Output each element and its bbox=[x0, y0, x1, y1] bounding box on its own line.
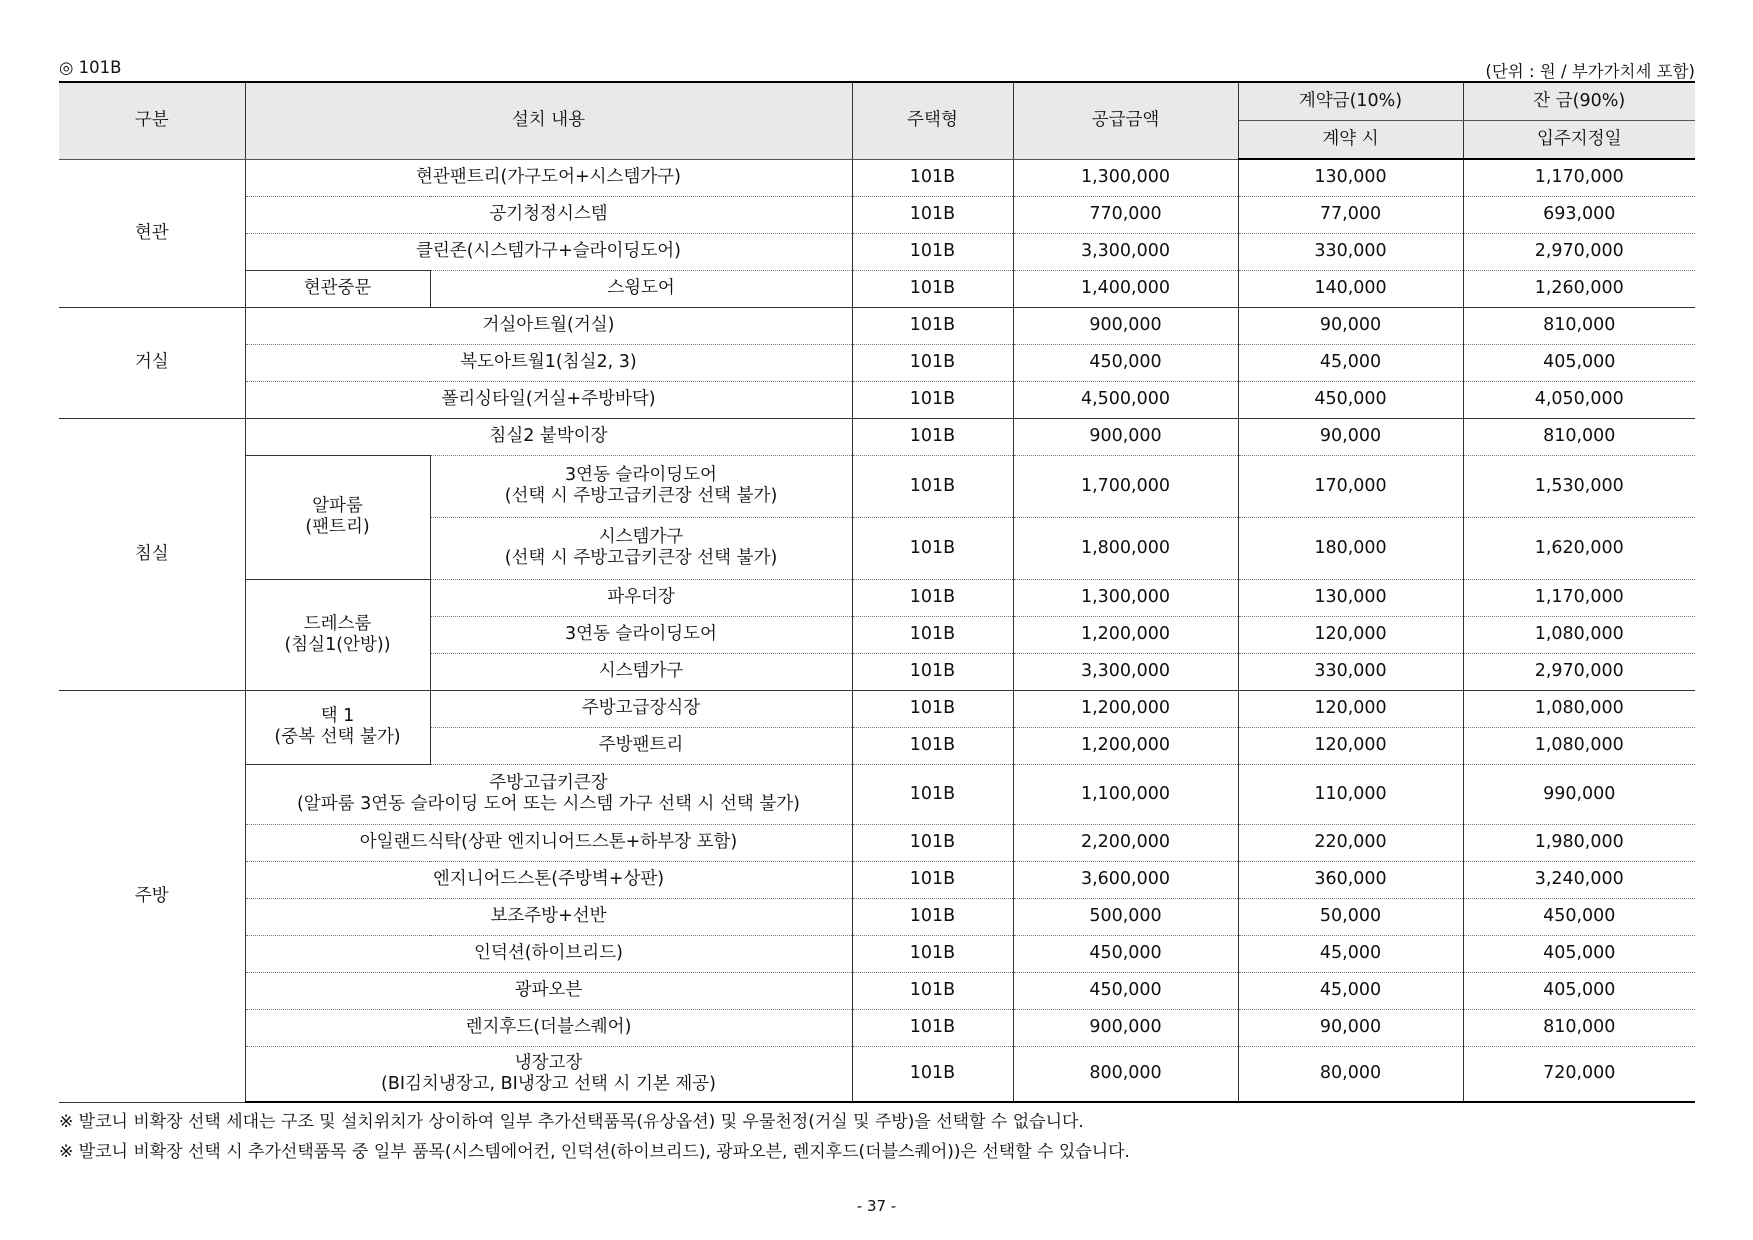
col-type: 주택형 bbox=[852, 82, 1013, 159]
col-balance-sub: 입주지정일 bbox=[1463, 121, 1695, 160]
type-cell: 101B bbox=[852, 935, 1013, 972]
item-line: 주방고급키큰장 bbox=[489, 773, 608, 793]
deposit-cell: 450,000 bbox=[1238, 381, 1463, 418]
page-number: - 37 - bbox=[856, 1197, 897, 1215]
deposit-cell: 45,000 bbox=[1238, 344, 1463, 381]
balance-cell: 3,240,000 bbox=[1463, 861, 1695, 898]
deposit-cell: 330,000 bbox=[1238, 653, 1463, 690]
group-kitchen: 주방 bbox=[59, 690, 245, 1102]
group-entrance: 현관 bbox=[59, 159, 245, 307]
deposit-cell: 90,000 bbox=[1238, 307, 1463, 344]
price-cell: 3,600,000 bbox=[1013, 861, 1238, 898]
deposit-cell: 130,000 bbox=[1238, 159, 1463, 196]
price-cell: 1,200,000 bbox=[1013, 616, 1238, 653]
balance-cell: 1,260,000 bbox=[1463, 270, 1695, 307]
item-line: (알파룸 3연동 슬라이딩 도어 또는 시스템 가구 선택 시 선택 불가) bbox=[296, 794, 801, 814]
price-cell: 500,000 bbox=[1013, 898, 1238, 935]
footnote: ※ 발코니 비확장 선택 세대는 구조 및 설치위치가 상이하여 일부 추가선택품목(유상옵션) 및 우물천정(거실 및 주방)을 선택할 수 없습니다. bbox=[59, 1112, 1084, 1132]
type-cell: 101B bbox=[852, 344, 1013, 381]
balance-cell: 1,530,000 bbox=[1463, 455, 1695, 517]
price-cell: 900,000 bbox=[1013, 307, 1238, 344]
footnote: ※ 발코니 비확장 선택 시 추가선택품목 중 일부 품목(시스템에어컨, 인덕션(하이브리드), 광파오븐, 렌지후드(더블스퀘어))은 선택할 수 있습니다. bbox=[59, 1142, 1130, 1162]
item-cell: 3연동 슬라이딩도어 bbox=[430, 616, 852, 653]
deposit-cell: 330,000 bbox=[1238, 233, 1463, 270]
subgroup-line: (중복 선택 불가) bbox=[274, 727, 401, 747]
type-cell: 101B bbox=[852, 159, 1013, 196]
balance-cell: 1,170,000 bbox=[1463, 579, 1695, 616]
item-cell: 스윙도어 bbox=[430, 270, 852, 307]
type-cell: 101B bbox=[852, 517, 1013, 579]
type-cell: 101B bbox=[852, 764, 1013, 824]
col-balance-group: 잔 금(90%) bbox=[1463, 82, 1695, 121]
balance-cell: 720,000 bbox=[1463, 1046, 1695, 1102]
price-cell: 900,000 bbox=[1013, 418, 1238, 455]
item-cell: 주방고급장식장 bbox=[430, 690, 852, 727]
price-cell: 800,000 bbox=[1013, 1046, 1238, 1102]
type-cell: 101B bbox=[852, 972, 1013, 1009]
item-cell bbox=[245, 1046, 852, 1102]
balance-cell: 4,050,000 bbox=[1463, 381, 1695, 418]
type-cell: 101B bbox=[852, 233, 1013, 270]
item-cell: 시스템가구 bbox=[430, 653, 852, 690]
price-cell: 2,200,000 bbox=[1013, 824, 1238, 861]
col-deposit-sub: 계약 시 bbox=[1238, 121, 1463, 160]
price-cell: 450,000 bbox=[1013, 344, 1238, 381]
deposit-cell: 170,000 bbox=[1238, 455, 1463, 517]
balance-cell: 1,080,000 bbox=[1463, 616, 1695, 653]
balance-cell: 405,000 bbox=[1463, 344, 1695, 381]
subgroup-line: (침실1(안방)) bbox=[284, 634, 391, 655]
price-cell: 1,400,000 bbox=[1013, 270, 1238, 307]
deposit-cell: 120,000 bbox=[1238, 727, 1463, 764]
balance-cell: 1,620,000 bbox=[1463, 517, 1695, 579]
price-cell: 1,300,000 bbox=[1013, 579, 1238, 616]
deposit-cell: 360,000 bbox=[1238, 861, 1463, 898]
balance-cell: 810,000 bbox=[1463, 418, 1695, 455]
balance-cell: 1,080,000 bbox=[1463, 690, 1695, 727]
balance-cell: 693,000 bbox=[1463, 196, 1695, 233]
balance-cell: 405,000 bbox=[1463, 972, 1695, 1009]
deposit-cell: 120,000 bbox=[1238, 690, 1463, 727]
type-cell: 101B bbox=[852, 196, 1013, 233]
item-line: (BI김치냉장고, BI냉장고 선택 시 기본 제공) bbox=[381, 1073, 716, 1094]
item-cell: 클린존(시스템가구+슬라이딩도어) bbox=[245, 233, 852, 270]
deposit-cell: 130,000 bbox=[1238, 579, 1463, 616]
balance-cell: 450,000 bbox=[1463, 898, 1695, 935]
footnotes bbox=[59, 1107, 1719, 1167]
price-cell: 1,200,000 bbox=[1013, 690, 1238, 727]
item-cell: 광파오븐 bbox=[245, 972, 852, 1009]
type-cell: 101B bbox=[852, 418, 1013, 455]
col-price: 공급금액 bbox=[1013, 82, 1238, 159]
balance-cell: 810,000 bbox=[1463, 307, 1695, 344]
item-cell: 침실2 붙박이장 bbox=[245, 418, 852, 455]
type-cell: 101B bbox=[852, 455, 1013, 517]
item-cell: 아일랜드식탁(상판 엔지니어드스톤+하부장 포함) bbox=[245, 824, 852, 861]
item-cell: 주방팬트리 bbox=[430, 727, 852, 764]
item-line: 시스템가구 bbox=[598, 527, 684, 547]
type-cell: 101B bbox=[852, 727, 1013, 764]
unit-type-label: ◎ 101B bbox=[59, 58, 122, 77]
item-cell: 공기청정시스템 bbox=[245, 196, 852, 233]
type-cell: 101B bbox=[852, 1046, 1013, 1102]
balance-cell: 405,000 bbox=[1463, 935, 1695, 972]
subgroup-line: 택 1 bbox=[320, 706, 355, 726]
deposit-cell: 77,000 bbox=[1238, 196, 1463, 233]
subgroup-line: 알파룸 bbox=[312, 496, 363, 516]
balance-cell: 2,970,000 bbox=[1463, 233, 1695, 270]
deposit-cell: 45,000 bbox=[1238, 935, 1463, 972]
type-cell: 101B bbox=[852, 824, 1013, 861]
deposit-cell: 140,000 bbox=[1238, 270, 1463, 307]
item-cell: 인덕션(하이브리드) bbox=[245, 935, 852, 972]
item-cell: 보조주방+선반 bbox=[245, 898, 852, 935]
item-cell: 파우더장 bbox=[430, 579, 852, 616]
col-deposit-group: 계약금(10%) bbox=[1238, 82, 1463, 121]
price-cell: 1,800,000 bbox=[1013, 517, 1238, 579]
price-cell: 1,200,000 bbox=[1013, 727, 1238, 764]
item-cell: 엔지니어드스톤(주방벽+상판) bbox=[245, 861, 852, 898]
group-bedroom: 침실 bbox=[59, 418, 245, 690]
item-cell: 렌지후드(더블스퀘어) bbox=[245, 1009, 852, 1046]
price-cell: 900,000 bbox=[1013, 1009, 1238, 1046]
price-cell: 3,300,000 bbox=[1013, 233, 1238, 270]
item-line: 3연동 슬라이딩도어 bbox=[565, 465, 717, 485]
subgroup-entrance-door: 현관중문 bbox=[245, 270, 430, 307]
balance-cell: 1,080,000 bbox=[1463, 727, 1695, 764]
group-living: 거실 bbox=[59, 307, 245, 418]
unit-note: (단위 : 원 / 부가가치세 포함) bbox=[1485, 62, 1695, 81]
subgroup-alpha-room bbox=[245, 455, 430, 579]
item-cell: 거실아트월(거실) bbox=[245, 307, 852, 344]
deposit-cell: 120,000 bbox=[1238, 616, 1463, 653]
deposit-cell: 50,000 bbox=[1238, 898, 1463, 935]
deposit-cell: 220,000 bbox=[1238, 824, 1463, 861]
deposit-cell: 90,000 bbox=[1238, 418, 1463, 455]
subgroup-option1 bbox=[245, 690, 430, 764]
table-header-line bbox=[59, 54, 1695, 82]
balance-cell: 1,170,000 bbox=[1463, 159, 1695, 196]
item-cell bbox=[430, 517, 852, 579]
type-cell: 101B bbox=[852, 381, 1013, 418]
col-content: 설치 내용 bbox=[245, 82, 852, 159]
type-cell: 101B bbox=[852, 616, 1013, 653]
item-cell bbox=[430, 455, 852, 517]
price-cell: 450,000 bbox=[1013, 935, 1238, 972]
subgroup-line: 드레스룸 bbox=[303, 613, 372, 634]
type-cell: 101B bbox=[852, 898, 1013, 935]
type-cell: 101B bbox=[852, 579, 1013, 616]
price-cell: 770,000 bbox=[1013, 196, 1238, 233]
deposit-cell: 110,000 bbox=[1238, 764, 1463, 824]
type-cell: 101B bbox=[852, 307, 1013, 344]
price-cell: 1,300,000 bbox=[1013, 159, 1238, 196]
balance-cell: 810,000 bbox=[1463, 1009, 1695, 1046]
col-category: 구분 bbox=[59, 82, 245, 159]
price-cell: 1,100,000 bbox=[1013, 764, 1238, 824]
option-price-table bbox=[59, 81, 1695, 1103]
subgroup-line: (팬트리) bbox=[305, 517, 370, 537]
item-line: (선택 시 주방고급키큰장 선택 불가) bbox=[504, 548, 778, 568]
balance-cell: 2,970,000 bbox=[1463, 653, 1695, 690]
balance-cell: 990,000 bbox=[1463, 764, 1695, 824]
item-line: 냉장고장 bbox=[514, 1052, 583, 1073]
item-cell: 현관팬트리(가구도어+시스템가구) bbox=[245, 159, 852, 196]
price-cell: 4,500,000 bbox=[1013, 381, 1238, 418]
item-line: (선택 시 주방고급키큰장 선택 불가) bbox=[504, 486, 778, 506]
deposit-cell: 45,000 bbox=[1238, 972, 1463, 1009]
price-cell: 3,300,000 bbox=[1013, 653, 1238, 690]
type-cell: 101B bbox=[852, 1009, 1013, 1046]
deposit-cell: 80,000 bbox=[1238, 1046, 1463, 1102]
price-cell: 450,000 bbox=[1013, 972, 1238, 1009]
price-cell: 1,700,000 bbox=[1013, 455, 1238, 517]
item-cell: 폴리싱타일(거실+주방바닥) bbox=[245, 381, 852, 418]
subgroup-dress-room bbox=[245, 579, 430, 690]
item-cell: 복도아트월1(침실2, 3) bbox=[245, 344, 852, 381]
type-cell: 101B bbox=[852, 653, 1013, 690]
balance-cell: 1,980,000 bbox=[1463, 824, 1695, 861]
type-cell: 101B bbox=[852, 861, 1013, 898]
type-cell: 101B bbox=[852, 690, 1013, 727]
deposit-cell: 90,000 bbox=[1238, 1009, 1463, 1046]
deposit-cell: 180,000 bbox=[1238, 517, 1463, 579]
item-cell bbox=[245, 764, 852, 824]
type-cell: 101B bbox=[852, 270, 1013, 307]
